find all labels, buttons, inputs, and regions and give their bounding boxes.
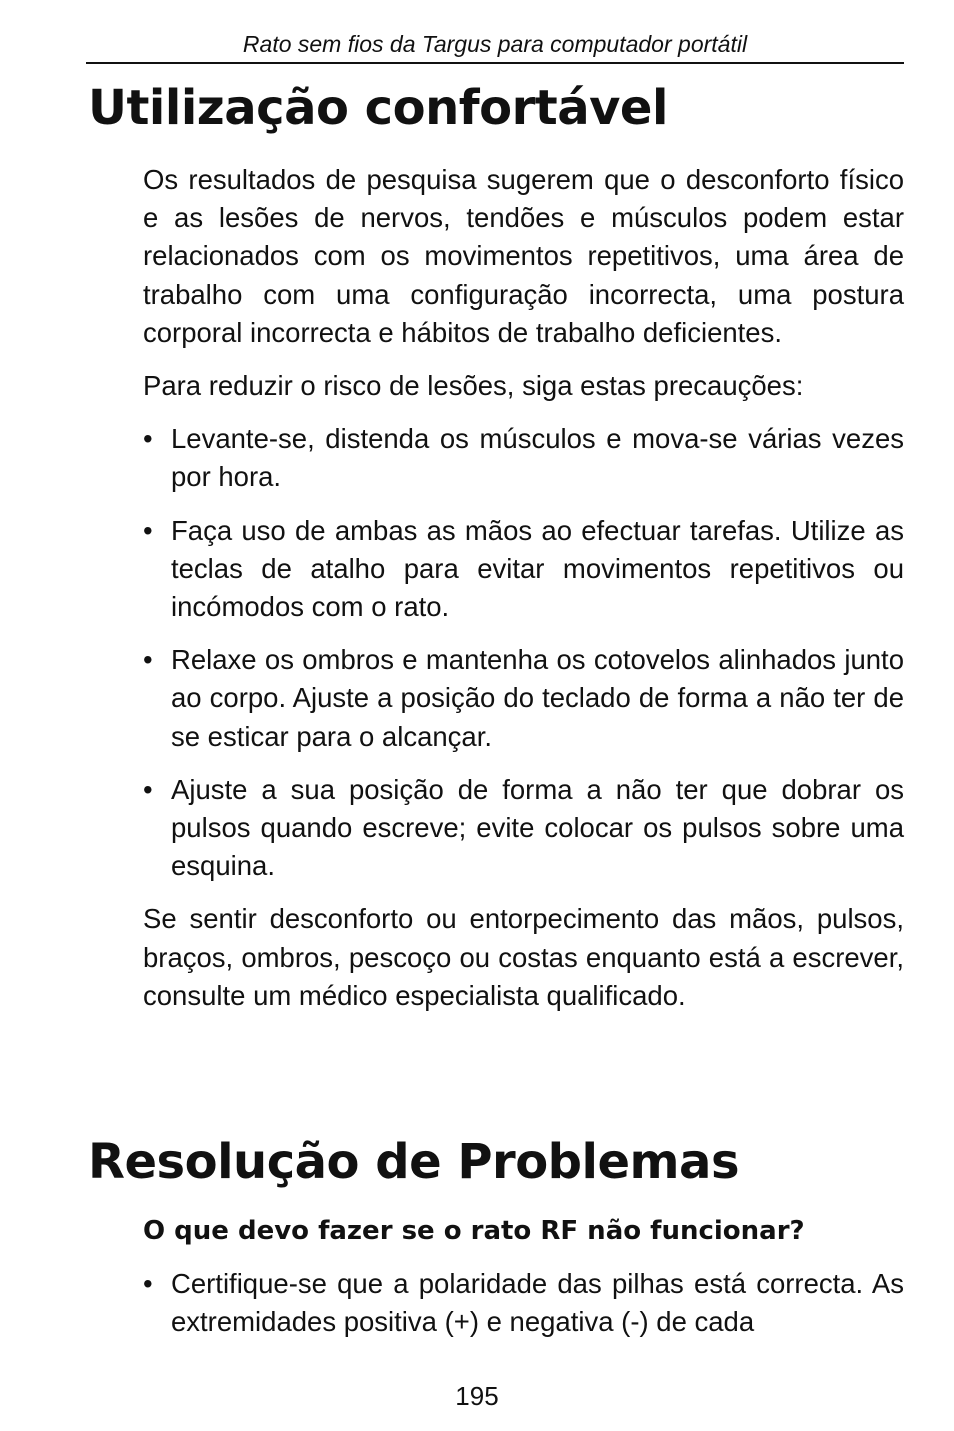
- page-number: 195: [455, 1381, 499, 1411]
- section-title-comfortable-use: Utilização confortável: [88, 80, 668, 136]
- list-item-text: Certifique-se que a polaridade das pilhas está correcta. As extremidades positiva (+) e negativa (-) de cada: [171, 1268, 904, 1338]
- list-item: [143, 641, 904, 756]
- list-item: [143, 512, 904, 627]
- troubleshooting-section: [143, 1212, 904, 1356]
- comfortable-use-section: [143, 161, 904, 1015]
- bullet-icon: •: [143, 773, 153, 805]
- troubleshooting-list: [143, 1265, 904, 1341]
- section-title-troubleshooting: Resolução de Problemas: [88, 1134, 740, 1190]
- precautions-lead: Para reduzir o risco de lesões, siga estas precauções:: [143, 370, 804, 402]
- bullet-icon: •: [143, 644, 153, 676]
- list-item: [143, 420, 904, 496]
- list-item-text: Faça uso de ambas as mãos ao efectuar tarefas. Utilize as teclas de atalho para evitar movimentos repetitivos ou incómodos com o rato.: [171, 514, 904, 623]
- bullet-icon: •: [143, 1268, 153, 1299]
- header-rule: [86, 62, 904, 64]
- list-item-text: Levante-se, distenda os músculos e mova-se várias vezes por hora.: [171, 423, 904, 493]
- list-item: [143, 771, 904, 886]
- running-header: Rato sem fios da Targus para computador portátil: [242, 31, 748, 57]
- closing-paragraph: Se sentir desconforto ou entorpecimento das mãos, pulsos, braços, ombros, pescoço ou costas enquanto está a escrever, consulte um médico especialista qualificado.: [143, 903, 904, 1011]
- intro-paragraph: Os resultados de pesquisa sugerem que o desconforto físico e as lesões de nervos, tendões e músculos podem estar relacionados com os movimentos repetitivos, uma área de trabalho com uma configuração incorrecta, uma postura corporal incorrecta e hábitos de trabalho deficientes.: [143, 164, 904, 348]
- list-item-text: Ajuste a sua posição de forma a não ter que dobrar os pulsos quando escreve; evite colocar os pulsos sobre uma esquina.: [171, 773, 904, 882]
- list-item: [143, 1265, 904, 1341]
- bullet-icon: •: [143, 423, 153, 455]
- bullet-icon: •: [143, 514, 153, 546]
- precautions-list: [143, 420, 904, 885]
- list-item-text: Relaxe os ombros e mantenha os cotovelos alinhados junto ao corpo. Ajuste a posição do teclado de forma a não ter de se esticar para o alcançar.: [171, 644, 904, 752]
- question-subheading: O que devo fazer se o rato RF não funcionar?: [143, 1216, 805, 1246]
